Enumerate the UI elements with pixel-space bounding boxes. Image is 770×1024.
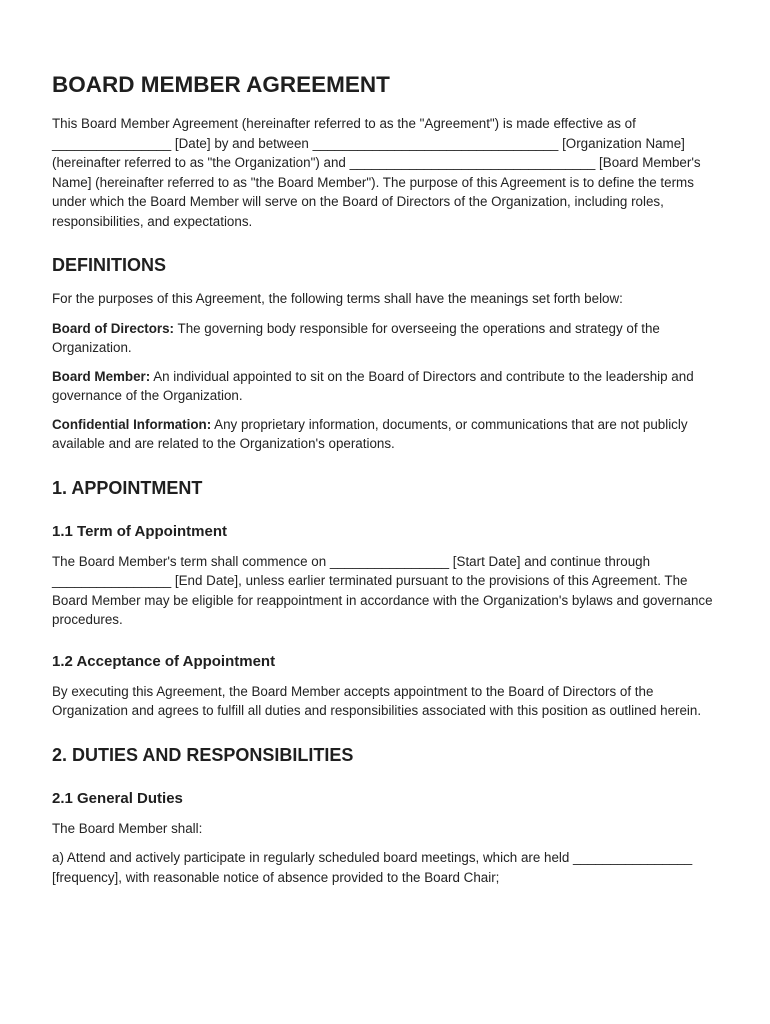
definition-text: The governing body responsible for overseeing the operations and strategy of the Organization.	[52, 320, 660, 355]
document-title: BOARD MEMBER AGREEMENT	[52, 72, 390, 97]
acceptance-of-appointment-heading: 1.2 Acceptance of Appointment	[52, 652, 276, 670]
term-of-appointment-heading: 1.1 Term of Appointment	[52, 522, 228, 540]
definition-text: An individual appointed to sit on the Board of Directors and contribute to the leadership and governance of the Organization.	[52, 368, 694, 403]
definitions-lead: For the purposes of this Agreement, the following terms shall have the meanings set forth below:	[52, 291, 623, 306]
acceptance-of-appointment-text: By executing this Agreement, the Board Member accepts appointment to the Board of Directors of the Organization and agrees to fulfill all duties and responsibilities associated with this position as outlined herein.	[52, 683, 702, 718]
general-duties-lead: The Board Member shall:	[52, 820, 203, 836]
document-page	[52, 70, 722, 887]
duty-item-a: a) Attend and actively participate in regularly scheduled board meetings, which are held ________________ [frequency], with reasonable notice of absence provided to the Board Chair;	[52, 850, 693, 885]
definition-confidential-information	[52, 415, 722, 454]
intro-paragraph: This Board Member Agreement (hereinafter referred to as the "Agreement") is made effective as of ________________ [Date] by and between _________________________________ [Organization Name] (hereinafter referred to as "the Organization") and _________________________________ [Board Member's Name] (hereinafter referred to as "the Board Member"). The purpose of this Agreement is to define the terms under which the Board Member will serve on the Board of Directors of the Organization, including roles, responsibilities, and expectations.	[52, 116, 701, 229]
definition-text: Any proprietary information, documents, or communications that are not publicly available and are related to the Organization's operations.	[52, 416, 688, 451]
definition-term: Board Member:	[52, 368, 151, 384]
definition-term: Board of Directors:	[52, 320, 175, 336]
general-duties-heading: 2.1 General Duties	[52, 789, 183, 807]
definition-term: Confidential Information:	[52, 416, 212, 432]
definitions-heading: DEFINITIONS	[52, 255, 167, 275]
definition-board-of-directors	[52, 319, 722, 358]
duties-heading: 2. DUTIES AND RESPONSIBILITIES	[52, 744, 354, 765]
term-of-appointment-text: The Board Member's term shall commence on ________________ [Start Date] and continue through ________________ [End Date], unless earlier terminated pursuant to the provisions of this Agreement. The Board Member may be eligible for reappointment in accordance with the Organization's bylaws and governance procedures.	[52, 553, 713, 627]
definition-board-member	[52, 367, 722, 406]
appointment-heading: 1. APPOINTMENT	[52, 477, 203, 498]
